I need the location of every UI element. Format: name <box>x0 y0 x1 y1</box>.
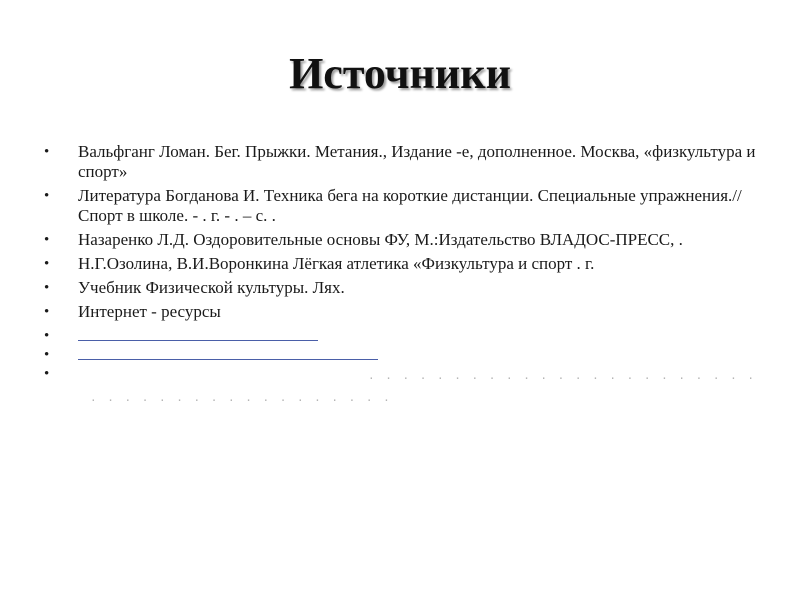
hyperlink-underline-1[interactable] <box>78 326 318 341</box>
bullet-icon: • <box>44 256 50 272</box>
dotted-placeholder-row-2: . . . . . . . . . . . . . . . . . . <box>90 391 392 404</box>
source-text: Литература Богданова И. Техника бега на короткие дистанции. Специальные упражнения.// Спорт в школе. - . г. - . – с. . <box>78 186 742 225</box>
list-item <box>44 254 764 274</box>
source-text: Вальфганг Ломан. Бег. Прыжки. Метания., Издание -е, дополненное. Москва, «физкультура и спорт» <box>78 142 756 181</box>
bullet-icon: • <box>44 366 50 382</box>
bullet-icon: • <box>44 144 50 160</box>
bullet-icon: • <box>44 232 50 248</box>
bullet-icon: • <box>44 280 50 296</box>
bullet-icon: • <box>44 188 50 204</box>
list-item-dotted <box>44 364 764 408</box>
list-item <box>44 142 764 182</box>
list-item-link-1 <box>44 326 764 344</box>
hyperlink-underline-2[interactable] <box>78 345 378 360</box>
list-item <box>44 302 764 322</box>
source-text: Учебник Физической культуры. Лях. <box>78 278 345 297</box>
source-text: Назаренко Л.Д. Оздоровительные основы ФУ, М.:Издательство ВЛАДОС-ПРЕСС, . <box>78 230 683 249</box>
bullet-icon: • <box>44 347 50 363</box>
source-text: Н.Г.Озолина, В.И.Воронкина Лёгкая атлетика «Физкультура и спорт . г. <box>78 254 595 273</box>
dotted-placeholder-row-1: . . . . . . . . . . . . . . . . . . . . . . . <box>367 369 756 382</box>
bullet-icon: • <box>44 328 50 344</box>
list-item-link-2 <box>44 345 764 363</box>
list-item <box>44 278 764 298</box>
source-text: Интернет - ресурсы <box>78 302 221 321</box>
slide-title: Источники <box>289 49 511 98</box>
bullet-icon: • <box>44 304 50 320</box>
list-item <box>44 230 764 250</box>
list-item <box>44 186 764 226</box>
sources-list <box>44 142 764 412</box>
